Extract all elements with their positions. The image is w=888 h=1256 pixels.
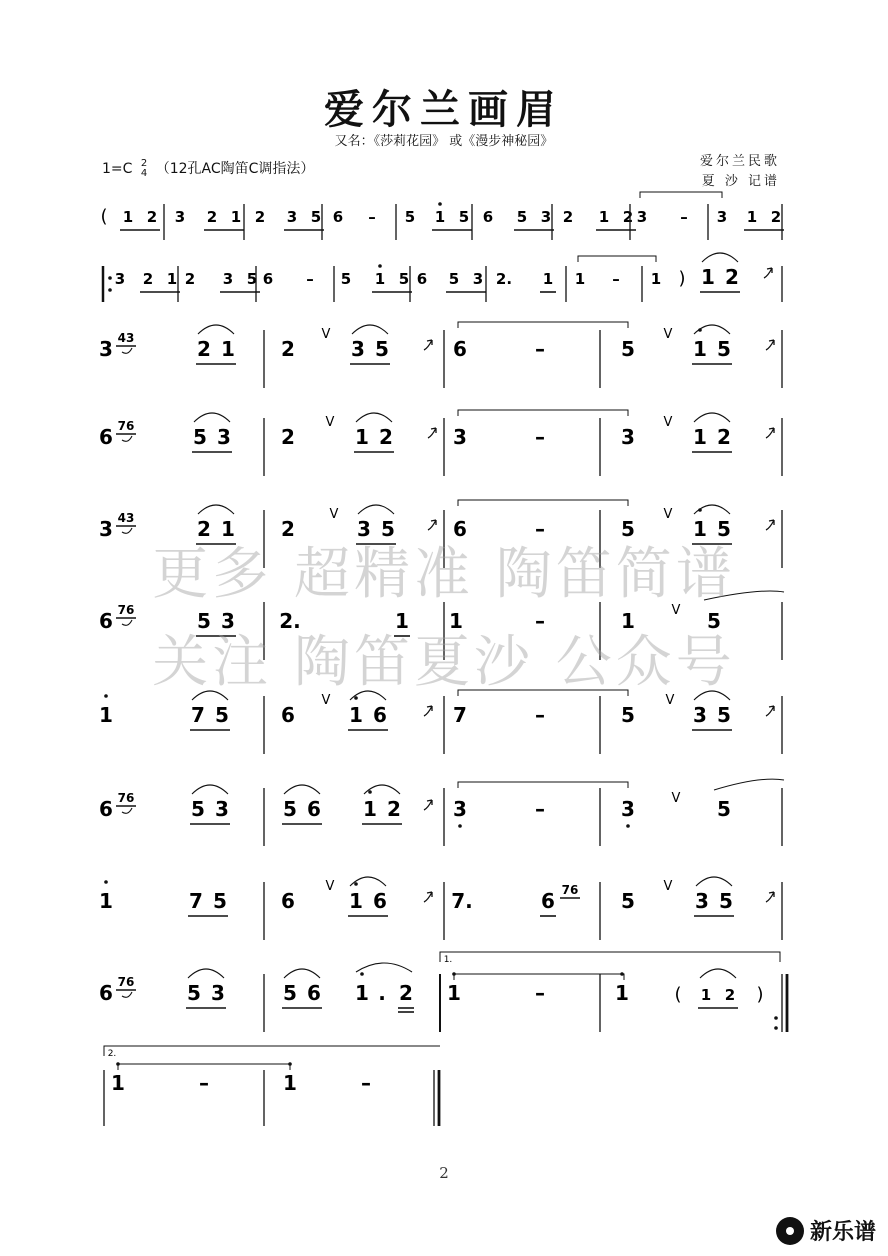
note: 1 [363, 797, 377, 821]
note: 6 [262, 270, 274, 288]
volta-1-bracket [440, 952, 780, 962]
slur [356, 963, 412, 972]
note: 3 [636, 208, 648, 226]
paren: ) [678, 268, 686, 289]
note: 5 [717, 517, 731, 541]
breath-mark: V [321, 327, 331, 342]
note: 7 [189, 889, 203, 913]
note: 3 [472, 270, 484, 288]
note: 3 [215, 797, 229, 821]
note: 6 [281, 703, 295, 727]
grace-note: 76 [117, 419, 135, 433]
breath-mark: V [329, 507, 339, 522]
breath-arrow [766, 428, 774, 438]
grace-note: 43 [117, 511, 135, 525]
note: 1 [122, 208, 134, 226]
page-title: 爱尔兰画眉 [324, 86, 564, 133]
breath-arrow [424, 340, 432, 350]
tie [640, 192, 722, 198]
note: 1 [447, 981, 461, 1005]
note: 2 [281, 337, 295, 361]
volta-1-label: 1. [443, 955, 453, 965]
note: 5 [197, 609, 211, 633]
breath-mark: V [665, 693, 675, 708]
slur [192, 785, 228, 794]
note: 6 [416, 270, 428, 288]
note: 2 [725, 265, 739, 289]
note: 5 [516, 208, 528, 226]
volta-2-bracket [104, 1046, 440, 1056]
dash: – [535, 981, 545, 1005]
record-icon [776, 1217, 804, 1245]
slur [702, 253, 738, 262]
breath-arrow [766, 520, 774, 530]
breath-mark: V [671, 791, 681, 806]
note: 1 [99, 703, 113, 727]
note: 2 [206, 208, 218, 226]
note: 1 [374, 270, 386, 288]
dash: – [680, 208, 688, 226]
slur [696, 877, 732, 886]
breath-arrow [428, 520, 436, 530]
note: 6 [99, 981, 113, 1005]
tie [458, 322, 628, 328]
note: 6 [307, 981, 321, 1005]
dash: – [535, 517, 545, 541]
breath-mark: V [663, 507, 673, 522]
breath-mark: V [325, 879, 335, 894]
note: 7 [191, 703, 205, 727]
note: 1 [283, 1071, 297, 1095]
slur-open [714, 779, 784, 790]
paren: ( [100, 206, 108, 227]
note: 1 [598, 208, 610, 226]
note: 3 [211, 981, 225, 1005]
tie [454, 974, 624, 980]
note: 3 [695, 889, 709, 913]
time-denominator: 4 [140, 168, 148, 179]
note: 6 [482, 208, 494, 226]
grace-hook [122, 808, 132, 813]
note: 1 [221, 517, 235, 541]
time-numerator: 2 [140, 158, 148, 169]
note: 1 [221, 337, 235, 361]
note: 6 [373, 703, 387, 727]
dash: – [535, 425, 545, 449]
note: 3 [217, 425, 231, 449]
breath-arrow [424, 800, 432, 810]
note: 1 [693, 337, 707, 361]
note: 1 [746, 208, 758, 226]
note: 1 [434, 208, 446, 226]
note: 2 [281, 425, 295, 449]
note: 5 [448, 270, 460, 288]
note: 2 [146, 208, 158, 226]
octave-dot [354, 882, 358, 886]
breath-arrow [428, 428, 436, 438]
dash: – [306, 270, 314, 288]
note: 6 [373, 889, 387, 913]
note: 5 [381, 517, 395, 541]
note: 5 [193, 425, 207, 449]
grace-hook [122, 348, 132, 353]
slur [194, 413, 230, 422]
site-logo[interactable] [776, 1215, 876, 1246]
note: 5 [283, 981, 297, 1005]
note: 1 [166, 270, 178, 288]
breath-arrow [766, 892, 774, 902]
note: 1 [621, 609, 635, 633]
note: 2 [717, 425, 731, 449]
breath-arrow [766, 706, 774, 716]
slur [352, 325, 388, 334]
note: 2 [770, 208, 782, 226]
note: 5 [191, 797, 205, 821]
breath-mark: V [321, 693, 331, 708]
dash: – [361, 1071, 371, 1095]
grace-hook [122, 992, 132, 997]
note: 2 [197, 517, 211, 541]
slur [198, 325, 234, 334]
slur [198, 505, 234, 514]
grace-note: 76 [117, 975, 135, 989]
note: 1 [700, 986, 712, 1004]
note: 1 [701, 265, 715, 289]
dash: – [535, 797, 545, 821]
breath-arrow [764, 268, 772, 278]
note: 1 [349, 889, 363, 913]
note: 6 [281, 889, 295, 913]
octave-dot [698, 328, 702, 332]
note: 3 [174, 208, 186, 226]
note: 1 [99, 889, 113, 913]
octave-dot [108, 288, 112, 292]
dash: – [535, 703, 545, 727]
tie [458, 782, 628, 788]
slur [356, 413, 392, 422]
note: 3 [99, 337, 113, 361]
dash: – [612, 270, 620, 288]
octave-dot [288, 1062, 292, 1066]
note: 1 [449, 609, 463, 633]
slur [358, 505, 394, 514]
grace-note: 76 [561, 883, 579, 897]
note: 5 [340, 270, 352, 288]
breath-mark: V [663, 415, 673, 430]
breath-mark: V [663, 327, 673, 342]
note: 7 [453, 703, 467, 727]
note: 5 [717, 797, 731, 821]
alternate-titles: 又名：《莎莉花园》 或《漫步神秘园》 [334, 134, 554, 149]
octave-dot [458, 824, 462, 828]
note: 1 [693, 517, 707, 541]
note: 5 [621, 337, 635, 361]
note: 5 [283, 797, 297, 821]
octave-dot [368, 790, 372, 794]
note: 1 [230, 208, 242, 226]
tie [578, 256, 656, 262]
octave-dot [774, 1016, 778, 1020]
watermark-line-2: 关注 陶笛夏沙 公众号 [152, 630, 736, 695]
note: 2 [387, 797, 401, 821]
note: 3 [221, 609, 235, 633]
note: 5 [213, 889, 227, 913]
note: 2 [562, 208, 574, 226]
breath-mark: V [663, 879, 673, 894]
note: 5 [719, 889, 733, 913]
breath-mark: V [671, 603, 681, 618]
grace-note: 43 [117, 331, 135, 345]
octave-dot [620, 972, 624, 976]
note: 5 [621, 889, 635, 913]
note: 5 [458, 208, 470, 226]
dash: – [199, 1071, 209, 1095]
note: 3 [222, 270, 234, 288]
volta-2-label: 2. [107, 1049, 117, 1059]
note: 3 [114, 270, 126, 288]
note: 3 [286, 208, 298, 226]
note: 5 [717, 703, 731, 727]
transcriber-credit: 夏 沙 记谱 [701, 174, 780, 189]
note: 3 [99, 517, 113, 541]
note: 5 [310, 208, 322, 226]
note: 1 [349, 703, 363, 727]
note: 3 [716, 208, 728, 226]
octave-dot [626, 824, 630, 828]
note: 6 [332, 208, 344, 226]
note: 6 [99, 425, 113, 449]
note: 2. [495, 270, 513, 288]
note: 6 [453, 337, 467, 361]
octave-dot [698, 508, 702, 512]
note: 1 [355, 981, 369, 1005]
note: 3 [621, 425, 635, 449]
octave-dot [378, 264, 382, 268]
note: 5 [621, 703, 635, 727]
paren: ( [674, 984, 682, 1005]
note: 5 [398, 270, 410, 288]
note: 6 [541, 889, 555, 913]
note: 5 [621, 517, 635, 541]
tie [458, 410, 628, 416]
slur [188, 969, 224, 978]
note: 3 [453, 425, 467, 449]
octave-dot [104, 880, 108, 884]
note: . [378, 981, 386, 1005]
slur [694, 413, 730, 422]
note: 1 [355, 425, 369, 449]
note: 6 [99, 609, 113, 633]
dash: – [368, 208, 376, 226]
note: 1 [615, 981, 629, 1005]
breath-arrow [424, 706, 432, 716]
note: 2 [184, 270, 196, 288]
note: 5 [187, 981, 201, 1005]
note: 2 [724, 986, 736, 1004]
note: 5 [215, 703, 229, 727]
dash: – [535, 609, 545, 633]
note: 2 [281, 517, 295, 541]
note: 6 [99, 797, 113, 821]
paren: ) [756, 984, 764, 1005]
note: 2. [279, 609, 301, 633]
note: 2 [254, 208, 266, 226]
note: 1 [650, 270, 662, 288]
breath-arrow [424, 892, 432, 902]
note: 3 [357, 517, 371, 541]
slur [284, 969, 320, 978]
note: 5 [707, 609, 721, 633]
key-label: 1=C [102, 161, 133, 177]
note: 7. [451, 889, 473, 913]
logo-text: 新乐谱 [809, 1220, 876, 1245]
slur [700, 969, 736, 978]
note: 1 [574, 270, 586, 288]
octave-dot [438, 202, 442, 206]
grace-note: 76 [117, 603, 135, 617]
breath-mark: V [325, 415, 335, 430]
dash: – [535, 337, 545, 361]
tie [118, 1064, 290, 1070]
note: 5 [717, 337, 731, 361]
note: 5 [375, 337, 389, 361]
grace-hook [122, 436, 132, 441]
note: 5 [404, 208, 416, 226]
note: 1 [693, 425, 707, 449]
note: 3 [351, 337, 365, 361]
note: 3 [540, 208, 552, 226]
page-number: 2 [439, 1164, 449, 1182]
grace-note: 76 [117, 791, 135, 805]
octave-dot [108, 276, 112, 280]
breath-arrow [766, 340, 774, 350]
note: 1 [542, 270, 554, 288]
slur [284, 785, 320, 794]
note: 2 [379, 425, 393, 449]
tie [458, 500, 628, 506]
note: 2 [622, 208, 634, 226]
note: 3 [453, 797, 467, 821]
note: 3 [693, 703, 707, 727]
note: 2 [142, 270, 154, 288]
note: 6 [453, 517, 467, 541]
note: 6 [307, 797, 321, 821]
octave-dot [774, 1026, 778, 1030]
note: 3 [621, 797, 635, 821]
note: 2 [399, 981, 413, 1005]
fingering-note: （12孔AC陶笛C调指法） [155, 161, 315, 177]
note: 2 [197, 337, 211, 361]
origin-credit: 爱尔兰民歌 [699, 154, 780, 169]
octave-dot [360, 972, 364, 976]
note: 1 [395, 609, 409, 633]
note: 1 [111, 1071, 125, 1095]
watermark-line-1: 更多 超精准 陶笛简谱 [152, 542, 736, 607]
note: 5 [246, 270, 258, 288]
